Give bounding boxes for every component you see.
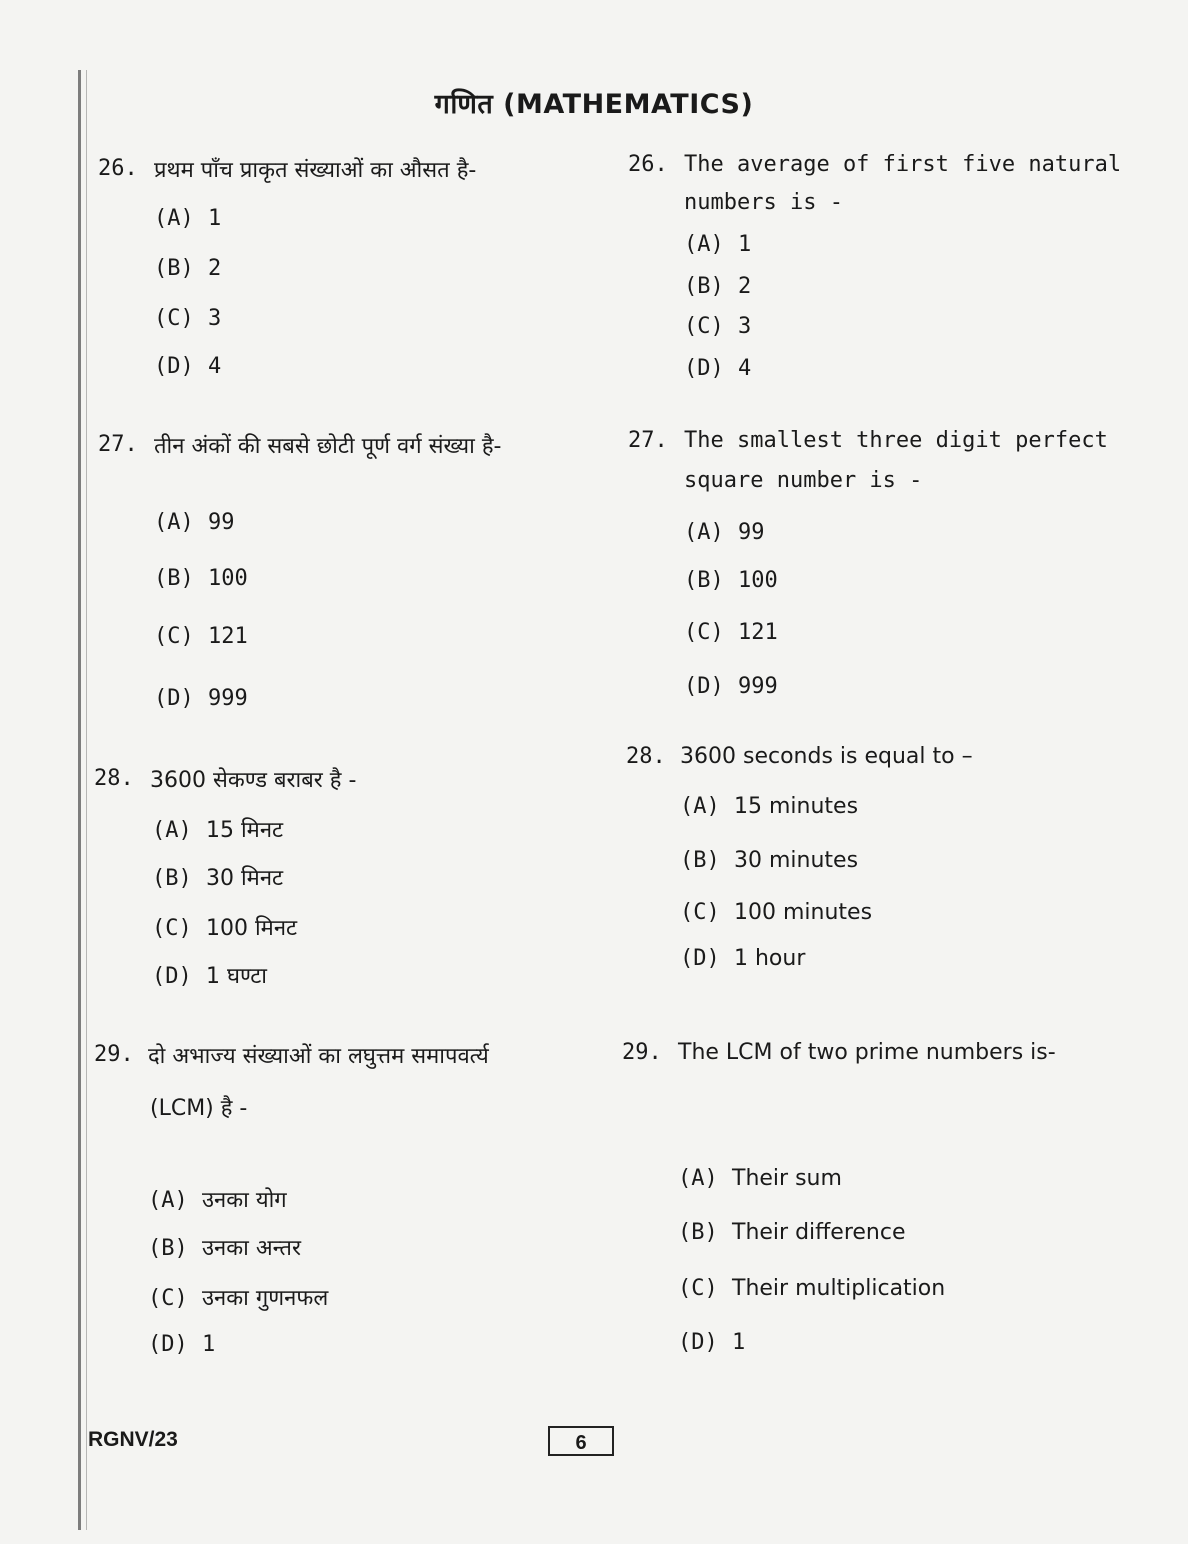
option-en: (A) Their sum <box>678 1166 842 1191</box>
question-text-en: The smallest three digit perfect <box>684 428 1108 453</box>
question-text-hi: 3600 सेकण्ड बराबर है - <box>150 768 357 793</box>
question-text-hi: प्रथम पाँच प्राकृत संख्याओं का औसत है- <box>154 158 477 183</box>
option-en: (A) 15 minutes <box>680 794 859 819</box>
option-en: (B) Their difference <box>678 1220 906 1245</box>
question-number-hi: 29. <box>94 1042 134 1067</box>
option-hi: (A) 15 मिनट <box>152 818 284 843</box>
question-text-hi: दो अभाज्य संख्याओं का लघुत्तम समापवर्त्य <box>148 1044 489 1069</box>
option-hi: (B) 2 <box>154 256 222 281</box>
option-en: (A) 1 <box>684 232 752 257</box>
option-hi: (C) 121 <box>154 624 248 649</box>
option-en: (C) 121 <box>684 620 778 645</box>
option-en: (C) 100 minutes <box>680 900 873 925</box>
page-title: गणित (MATHEMATICS) <box>434 89 754 120</box>
paper-code: RGNV/23 <box>88 1428 178 1451</box>
option-en: (B) 100 <box>684 568 778 593</box>
option-hi: (C) उनका गुणनफल <box>148 1286 329 1311</box>
question-number-en: 27. <box>628 428 668 453</box>
question-number-hi: 26. <box>98 156 138 181</box>
question-text-hi-line2: (LCM) है - <box>150 1096 248 1121</box>
question-number-en: 26. <box>628 152 668 177</box>
option-hi: (B) 100 <box>154 566 248 591</box>
margin-rule <box>78 70 81 1530</box>
option-hi: (C) 3 <box>154 306 222 331</box>
question-number-hi: 28. <box>94 766 134 791</box>
page-number: 6 <box>548 1426 614 1456</box>
option-en: (B) 30 minutes <box>680 848 859 873</box>
option-hi: (D) 4 <box>154 354 222 379</box>
option-hi: (B) उनका अन्तर <box>148 1236 301 1261</box>
question-text-en-line2: numbers is - <box>684 190 843 215</box>
question-text-en: The LCM of two prime numbers is- <box>678 1040 1056 1065</box>
question-text-en: 3600 seconds is equal to – <box>680 744 973 769</box>
margin-rule-inner <box>86 70 87 1530</box>
option-hi: (A) 1 <box>154 206 222 231</box>
question-number-en: 29. <box>622 1040 662 1065</box>
option-hi: (D) 1 घण्टा <box>152 964 267 989</box>
option-en: (A) 99 <box>684 520 765 545</box>
question-text-hi: तीन अंकों की सबसे छोटी पूर्ण वर्ग संख्या है- <box>154 434 502 459</box>
question-number-hi: 27. <box>98 432 138 457</box>
option-en: (D) 1 <box>678 1330 746 1355</box>
option-en: (C) 3 <box>684 314 752 339</box>
question-text-en-line2: square number is - <box>684 468 923 493</box>
option-hi: (A) 99 <box>154 510 235 535</box>
option-hi: (D) 1 <box>148 1332 216 1357</box>
question-text-en: The average of first five natural <box>684 152 1122 177</box>
option-en: (D) 1 hour <box>680 946 806 971</box>
option-en: (D) 4 <box>684 356 752 381</box>
option-en: (C) Their multiplication <box>678 1276 946 1301</box>
option-en: (D) 999 <box>684 674 778 699</box>
option-en: (B) 2 <box>684 274 752 299</box>
question-number-en: 28. <box>626 744 666 769</box>
option-hi: (C) 100 मिनट <box>152 916 298 941</box>
option-hi: (D) 999 <box>154 686 248 711</box>
option-hi: (B) 30 मिनट <box>152 866 284 891</box>
option-hi: (A) उनका योग <box>148 1188 287 1213</box>
